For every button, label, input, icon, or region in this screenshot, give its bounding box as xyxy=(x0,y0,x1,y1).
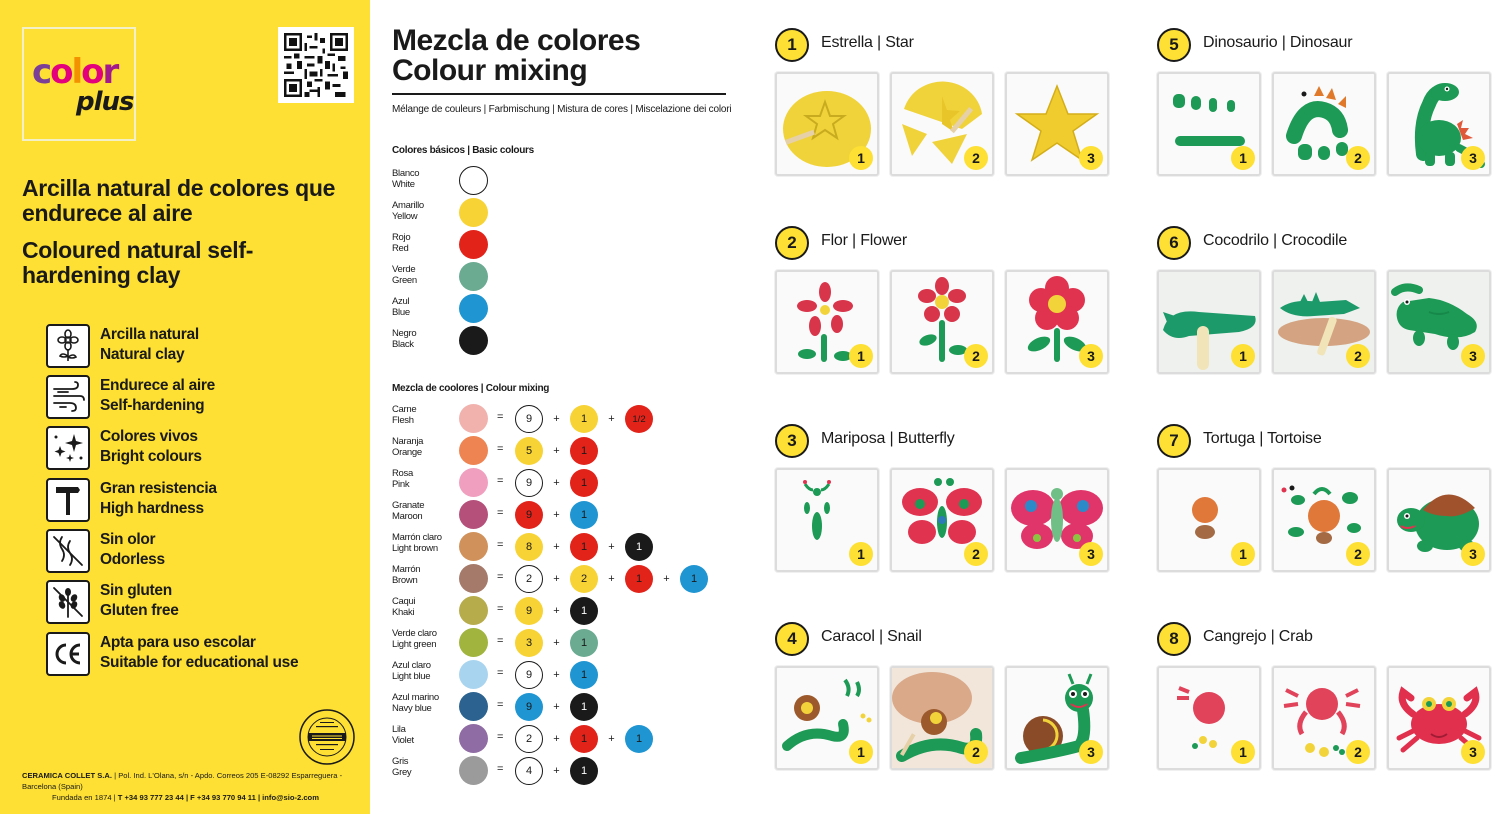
step-image xyxy=(1157,666,1261,770)
feature-natural-clay xyxy=(46,324,346,368)
step-image xyxy=(890,666,994,770)
basic-colour-row xyxy=(392,261,732,291)
feature-gluten-free xyxy=(46,580,346,624)
step-image xyxy=(1005,72,1109,176)
plus-sign: + xyxy=(553,733,560,745)
step-number-badge: 1 xyxy=(1231,542,1255,566)
project-number-badge: 7 xyxy=(1157,424,1191,458)
feature-label-es: Endurece al aire xyxy=(100,377,215,394)
ce-mark-icon xyxy=(46,632,90,676)
step-number-badge: 3 xyxy=(1461,740,1485,764)
step-image xyxy=(890,72,994,176)
company-footer: CERAMICA COLLET S.A. | Pol. Ind. L'Olana, s/n - Apdo. Correos 205 E-08292 Esparreguera - Barcelona (Spain) Fundada en 1874 | T +34 93 777 23 44 | F +34 93 770 94 11 | info@sio-2.com xyxy=(22,771,343,802)
mix-parts xyxy=(515,693,598,721)
mix-row xyxy=(392,596,742,626)
mix-row xyxy=(392,692,742,722)
mix-result-swatch xyxy=(459,628,488,657)
plus-sign: + xyxy=(553,573,560,585)
step-image xyxy=(1272,72,1376,176)
step-image xyxy=(1272,468,1376,572)
step-image xyxy=(1005,468,1109,572)
project-title: Cocodrilo | Crocodile xyxy=(1203,232,1348,249)
colour-swatch xyxy=(459,198,488,227)
basic-colour-row xyxy=(392,325,732,355)
step-image xyxy=(1272,666,1376,770)
mix-parts xyxy=(515,597,598,625)
mix-part-yellow: 1 xyxy=(570,405,598,433)
mix-row xyxy=(392,756,742,786)
mix-result-swatch xyxy=(459,500,488,529)
mix-result-swatch xyxy=(459,436,488,465)
project-dinosaur xyxy=(1157,28,1497,188)
mix-colour-name: Lila Violet xyxy=(392,724,414,746)
step-image xyxy=(1005,666,1109,770)
step-number-badge: 2 xyxy=(1346,740,1370,764)
mix-part-yellow: 3 xyxy=(515,629,543,657)
mix-part-white: 4 xyxy=(515,757,543,785)
project-flower xyxy=(775,226,1115,386)
mix-row xyxy=(392,660,742,690)
mix-part-black: 1 xyxy=(570,757,598,785)
feature-label-en: Bright colours xyxy=(100,448,202,465)
equals-sign: = xyxy=(497,411,504,423)
step-image xyxy=(1387,666,1491,770)
mix-part-red: 1/2 xyxy=(625,405,653,433)
mix-part-black: 1 xyxy=(570,693,598,721)
step-number-badge: 3 xyxy=(1461,344,1485,368)
step-number-badge: 2 xyxy=(964,542,988,566)
step-number-badge: 1 xyxy=(849,542,873,566)
basic-colour-row xyxy=(392,229,732,259)
mix-result-swatch xyxy=(459,404,488,433)
step-number-badge: 1 xyxy=(1231,146,1255,170)
step-number-badge: 3 xyxy=(1461,542,1485,566)
mix-result-swatch xyxy=(459,564,488,593)
mix-colour-name: Azul marino Navy blue xyxy=(392,692,439,714)
mix-parts xyxy=(515,725,653,753)
basic-colour-row xyxy=(392,293,732,323)
project-title: Caracol | Snail xyxy=(821,628,922,645)
sparkle-icon xyxy=(46,426,90,470)
hammer-icon xyxy=(46,478,90,522)
step-image xyxy=(1157,468,1261,572)
plus-sign: + xyxy=(553,605,560,617)
mix-result-swatch xyxy=(459,692,488,721)
step-image xyxy=(1157,270,1261,374)
feature-high-hardness xyxy=(46,478,346,522)
mix-colour-name: Azul claro Light blue xyxy=(392,660,431,682)
mix-part-white: 9 xyxy=(515,661,543,689)
step-number-badge: 2 xyxy=(964,740,988,764)
product-title-en: Coloured natural self-hardening clay xyxy=(22,237,254,288)
basic-colour-row xyxy=(392,197,732,227)
mix-part-red: 1 xyxy=(570,437,598,465)
mix-parts xyxy=(515,629,598,657)
mix-colour-name: Carne Flesh xyxy=(392,404,417,426)
step-image xyxy=(1387,72,1491,176)
mix-row xyxy=(392,628,742,658)
feature-label-es: Colores vivos xyxy=(100,428,198,445)
mix-colour-name: Gris Grey xyxy=(392,756,412,778)
feature-bright-colours xyxy=(46,426,346,470)
mix-result-swatch xyxy=(459,660,488,689)
left-panel xyxy=(0,0,370,814)
feature-label-en: Suitable for educational use xyxy=(100,654,299,671)
colour-name: Blanco White xyxy=(392,168,420,190)
project-title: Dinosaurio | Dinosaur xyxy=(1203,34,1353,51)
feature-odorless xyxy=(46,529,346,573)
mix-part-blue: 1 xyxy=(680,565,708,593)
step-image xyxy=(1387,270,1491,374)
mix-part-blue: 9 xyxy=(515,693,543,721)
mix-colour-name: Marrón Brown xyxy=(392,564,421,586)
step-number-badge: 3 xyxy=(1079,344,1103,368)
step-number-badge: 3 xyxy=(1461,146,1485,170)
equals-sign: = xyxy=(497,507,504,519)
mix-part-green: 1 xyxy=(570,629,598,657)
project-snail xyxy=(775,622,1115,782)
company-name: CERAMICA COLLET S.A. xyxy=(22,771,112,780)
colour-swatch xyxy=(459,294,488,323)
plus-sign: + xyxy=(553,445,560,457)
feature-label-es: Sin olor xyxy=(100,531,156,548)
mix-colour-name: Verde claro Light green xyxy=(392,628,437,650)
project-title: Flor | Flower xyxy=(821,232,908,249)
step-number-badge: 2 xyxy=(1346,146,1370,170)
mix-parts xyxy=(515,501,598,529)
colour-swatch xyxy=(459,230,488,259)
mix-part-red: 9 xyxy=(515,501,543,529)
project-crocodile xyxy=(1157,226,1497,386)
step-number-badge: 3 xyxy=(1079,146,1103,170)
company-contact: T +34 93 777 23 44 | F +34 93 770 94 11 | info@sio-2.com xyxy=(117,793,319,802)
equals-sign: = xyxy=(497,667,504,679)
mix-row xyxy=(392,724,742,754)
step-image xyxy=(1387,468,1491,572)
mix-part-blue: 1 xyxy=(570,661,598,689)
logo-word-color: color xyxy=(32,52,118,92)
equals-sign: = xyxy=(497,603,504,615)
colour-name: Rojo Red xyxy=(392,232,411,254)
mix-colour-name: Granate Maroon xyxy=(392,500,425,522)
step-number-badge: 1 xyxy=(849,344,873,368)
step-image xyxy=(775,72,879,176)
mix-part-yellow: 8 xyxy=(515,533,543,561)
step-image xyxy=(775,666,879,770)
feature-label-es: Sin gluten xyxy=(100,582,172,599)
mix-parts xyxy=(515,533,653,561)
equals-sign: = xyxy=(497,571,504,583)
mix-parts xyxy=(515,405,653,433)
mix-row xyxy=(392,532,742,562)
plus-sign: + xyxy=(608,573,615,585)
equals-sign: = xyxy=(497,699,504,711)
feature-label-es: Arcilla natural xyxy=(100,326,199,343)
step-number-badge: 1 xyxy=(849,146,873,170)
founded-year: Fundada en 1874 xyxy=(52,793,112,802)
flower-icon xyxy=(46,324,90,368)
plus-sign: + xyxy=(553,477,560,489)
mix-part-white: 2 xyxy=(515,565,543,593)
mix-part-black: 1 xyxy=(625,533,653,561)
mix-part-yellow: 2 xyxy=(570,565,598,593)
feature-label-es: Apta para uso escolar xyxy=(100,634,256,651)
feature-label-en: Gluten free xyxy=(100,602,179,619)
plus-sign: + xyxy=(553,509,560,521)
plus-sign: + xyxy=(553,701,560,713)
gluten-free-icon xyxy=(46,580,90,624)
equals-sign: = xyxy=(497,635,504,647)
step-number-badge: 2 xyxy=(964,344,988,368)
project-title: Cangrejo | Crab xyxy=(1203,628,1313,645)
mix-part-white: 2 xyxy=(515,725,543,753)
plus-sign: + xyxy=(553,669,560,681)
step-image xyxy=(775,270,879,374)
product-title-es: Arcilla natural de colores que endurece al aire xyxy=(22,175,336,226)
equals-sign: = xyxy=(497,475,504,487)
mix-part-red: 1 xyxy=(570,469,598,497)
project-number-badge: 2 xyxy=(775,226,809,260)
mix-part-yellow: 5 xyxy=(515,437,543,465)
no-smell-icon xyxy=(46,529,90,573)
colour-swatch xyxy=(459,166,488,195)
step-number-badge: 1 xyxy=(1231,344,1255,368)
basic-colour-row xyxy=(392,165,732,195)
basic-colours-heading: Colores básicos | Basic colours xyxy=(392,145,534,156)
mixing-title-en: Colour mixing xyxy=(392,54,588,87)
colour-swatch xyxy=(459,326,488,355)
mix-part-black: 1 xyxy=(570,597,598,625)
step-number-badge: 3 xyxy=(1079,542,1103,566)
feature-label-en: High hardness xyxy=(100,500,204,517)
mix-part-white: 9 xyxy=(515,469,543,497)
equals-sign: = xyxy=(497,539,504,551)
mix-row xyxy=(392,468,742,498)
mix-result-swatch xyxy=(459,724,488,753)
mixing-title-es: Mezcla de colores xyxy=(392,24,641,57)
mix-result-swatch xyxy=(459,468,488,497)
wind-icon xyxy=(46,375,90,419)
brand-logo xyxy=(22,27,136,141)
mix-row xyxy=(392,500,742,530)
step-number-badge: 1 xyxy=(849,740,873,764)
title-divider xyxy=(392,93,726,95)
mix-parts xyxy=(515,757,598,785)
equals-sign: = xyxy=(497,731,504,743)
colour-swatch xyxy=(459,262,488,291)
mix-result-swatch xyxy=(459,756,488,785)
step-number-badge: 2 xyxy=(964,146,988,170)
plus-sign: + xyxy=(608,733,615,745)
step-image xyxy=(890,270,994,374)
feature-label-en: Odorless xyxy=(100,551,165,568)
feature-educational-use xyxy=(46,632,346,676)
mix-row xyxy=(392,436,742,466)
feature-self-hardening xyxy=(46,375,346,419)
colour-name: Azul Blue xyxy=(392,296,410,318)
mix-part-white: 9 xyxy=(515,405,543,433)
project-crab xyxy=(1157,622,1497,782)
equals-sign: = xyxy=(497,443,504,455)
project-number-badge: 8 xyxy=(1157,622,1191,656)
feature-label-en: Natural clay xyxy=(100,346,185,363)
project-number-badge: 1 xyxy=(775,28,809,62)
project-tortoise xyxy=(1157,424,1497,584)
mix-parts xyxy=(515,565,708,593)
colour-mixing-heading: Mezcla de coolores | Colour mixing xyxy=(392,383,550,394)
mix-colour-name: Marrón claro Light brown xyxy=(392,532,442,554)
step-image xyxy=(1005,270,1109,374)
plus-sign: + xyxy=(553,413,560,425)
colour-name: Negro Black xyxy=(392,328,417,350)
step-number-badge: 1 xyxy=(1231,740,1255,764)
mix-part-blue: 1 xyxy=(625,725,653,753)
plus-sign: + xyxy=(608,413,615,425)
step-number-badge: 2 xyxy=(1346,344,1370,368)
mix-part-red: 1 xyxy=(625,565,653,593)
mix-parts xyxy=(515,437,598,465)
project-number-badge: 3 xyxy=(775,424,809,458)
step-number-badge: 2 xyxy=(1346,542,1370,566)
project-number-badge: 6 xyxy=(1157,226,1191,260)
colour-name: Verde Green xyxy=(392,264,417,286)
mix-parts xyxy=(515,469,598,497)
feature-label-es: Gran resistencia xyxy=(100,480,217,497)
step-image xyxy=(890,468,994,572)
project-title: Mariposa | Butterfly xyxy=(821,430,955,447)
mix-result-swatch xyxy=(459,596,488,625)
mix-row xyxy=(392,564,742,594)
colour-mixing-panel xyxy=(370,0,750,814)
quality-certification-seal xyxy=(298,708,356,766)
step-number-badge: 3 xyxy=(1079,740,1103,764)
project-star xyxy=(775,28,1115,188)
plus-sign: + xyxy=(553,637,560,649)
mix-part-red: 1 xyxy=(570,725,598,753)
mix-row xyxy=(392,404,742,434)
step-image xyxy=(1157,72,1261,176)
plus-sign: + xyxy=(553,765,560,777)
colour-name: Amarillo Yellow xyxy=(392,200,424,222)
project-title: Tortuga | Tortoise xyxy=(1203,430,1322,447)
plus-sign: + xyxy=(663,573,670,585)
mix-part-red: 1 xyxy=(570,533,598,561)
plus-sign: + xyxy=(608,541,615,553)
step-image xyxy=(1272,270,1376,374)
plus-sign: + xyxy=(553,541,560,553)
mix-part-blue: 1 xyxy=(570,501,598,529)
logo-word-plus: plus xyxy=(76,87,134,117)
mixing-subtitle: Mélange de couleurs | Farbmischung | Mistura de cores | Miscelazione dei colori xyxy=(392,104,732,115)
project-number-badge: 5 xyxy=(1157,28,1191,62)
mix-result-swatch xyxy=(459,532,488,561)
mix-colour-name: Caqui Khaki xyxy=(392,596,416,618)
project-butterfly xyxy=(775,424,1115,584)
qr-code[interactable] xyxy=(278,27,354,103)
mix-colour-name: Rosa Pink xyxy=(392,468,413,490)
project-title: Estrella | Star xyxy=(821,34,914,51)
step-image xyxy=(775,468,879,572)
feature-label-en: Self-hardening xyxy=(100,397,205,414)
project-number-badge: 4 xyxy=(775,622,809,656)
company-address: Pol. Ind. L'Olana, s/n - Apdo. Correos 205 E-08292 Esparreguera - Barcelona (Spain) xyxy=(22,771,343,791)
equals-sign: = xyxy=(497,763,504,775)
mix-parts xyxy=(515,661,598,689)
mix-colour-name: Naranja Orange xyxy=(392,436,424,458)
mix-part-yellow: 9 xyxy=(515,597,543,625)
